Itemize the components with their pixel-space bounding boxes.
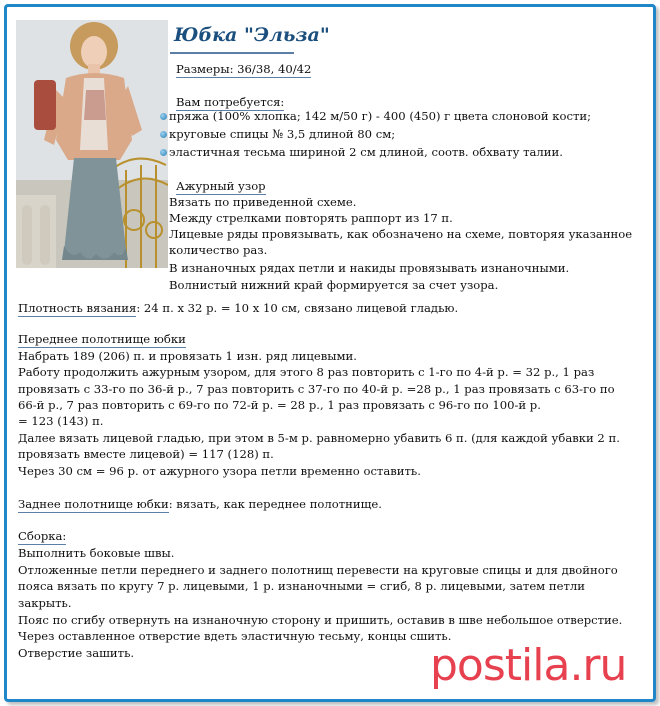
- front-line-4: 66-й р., 7 раз повторить с 69-го по 72-й р. = 28 р., 1 раз провязать с 96-го по 100-й р.: [18, 398, 541, 412]
- lace-line-2: Между стрелками повторять раппорт из 17 п.: [169, 211, 453, 225]
- lace-line-3: Лицевые ряды провязывать, как обозначено на схеме, повторяя указанное: [169, 227, 633, 241]
- front-line-2: Работу продолжить ажурным узором, для этого 8 раз повторить с 1-го по 4-й р. = 32 р., 1 раз: [18, 365, 595, 379]
- back-value: : вязать, как переднее полотнище.: [168, 497, 382, 511]
- front-line-8: Через 30 см = 96 р. от ажурного узора петли временно оставить.: [18, 464, 421, 478]
- front-line-5: = 123 (143) п.: [18, 414, 104, 428]
- assembly-line-1: Выполнить боковые швы.: [18, 546, 175, 560]
- assembly-heading: Сборка:: [18, 529, 67, 543]
- materials-item-2: круговые спицы № 3,5 длиной 80 см;: [169, 127, 396, 141]
- page-title: Юбка "Эльза": [174, 24, 330, 46]
- front-heading: Переднее полотнище юбки: [18, 332, 186, 346]
- assembly-line-2: Отложенные петли переднего и заднего полотнищ перевести на круговые спицы и для двойного: [18, 563, 618, 577]
- model-photo: [16, 20, 168, 268]
- back-line: [18, 498, 382, 511]
- density-value: : 24 п. х 32 р. = 10 х 10 см, связано лицевой гладью.: [136, 301, 459, 315]
- lace-line-1: Вязать по приведенной схеме.: [169, 195, 357, 209]
- assembly-line-7: Отверстие зашить.: [18, 646, 135, 660]
- front-line-7: провязать вместе лицевой) = 117 (128) п.: [18, 447, 274, 461]
- sizes-line: Размеры: 36/38, 40/42: [176, 62, 312, 76]
- watermark-logo: postila.ru: [430, 640, 627, 691]
- front-line-1: Набрать 189 (206) п. и провязать 1 изн. ряд лицевыми.: [18, 349, 357, 363]
- bullet-icon: [160, 113, 167, 120]
- front-line-3: провязать с 33-го по 36-й р., 7 раз повторить с 37-го по 40-й р. =28 р., 1 раз провязать с 63-го по: [18, 382, 615, 396]
- lace-line-5: В изнаночных рядах петли и накиды провязывать изнаночными.: [169, 261, 570, 275]
- front-line-6: Далее вязать лицевой гладью, при этом в 5-м р. равномерно убавить 6 п. (для каждой убавки 2 п.: [18, 431, 620, 445]
- title-underline: [170, 52, 294, 54]
- back-label: Заднее полотнище юбки: [18, 497, 169, 511]
- density-line: [18, 302, 458, 315]
- bullet-icon: [160, 149, 167, 156]
- lace-line-4: количество раз.: [169, 243, 268, 257]
- density-label: Плотность вязания: [18, 301, 137, 315]
- assembly-line-4: закрыть.: [18, 596, 72, 610]
- materials-item-1: пряжа (100% хлопка; 142 м/50 г) - 400 (450) г цвета слоновой кости;: [169, 109, 592, 123]
- assembly-line-5: Пояс по сгибу отвернуть на изнаночную сторону и пришить, оставив в шве небольшое отверстие.: [18, 613, 623, 627]
- materials-item-3: эластичная тесьма шириной 2 см длиной, соотв. обхвату талии.: [169, 145, 563, 159]
- materials-heading: Вам потребуется:: [176, 95, 285, 109]
- lace-heading: Ажурный узор: [176, 179, 266, 193]
- assembly-line-3: пояса вязать по кругу 7 р. лицевыми, 1 р. изнаночными = сгиб, 8 р. лицевыми, затем петли: [18, 579, 585, 593]
- assembly-line-6: Через оставленное отверстие вдеть эластичную тесьму, концы сшить.: [18, 629, 452, 643]
- bullet-icon: [160, 131, 167, 138]
- lace-line-6: Волнистый нижний край формируется за счет узора.: [169, 278, 499, 292]
